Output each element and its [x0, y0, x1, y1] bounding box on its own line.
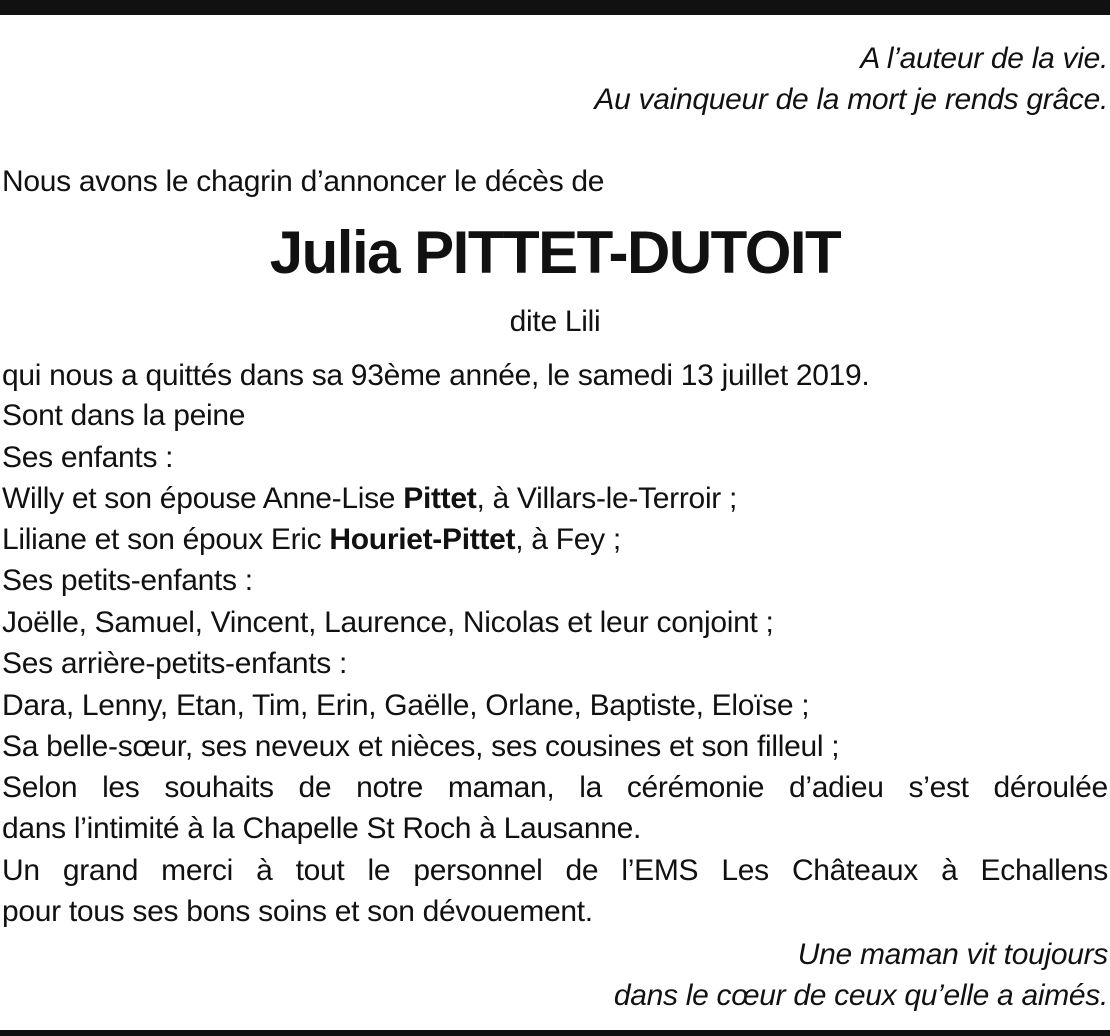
- closing-line-1: Une maman vit toujours: [797, 938, 1108, 971]
- child-entry-1: [2, 479, 1108, 519]
- thanks-word: Châteaux: [791, 854, 918, 887]
- ceremony-word: cérémonie: [626, 771, 765, 804]
- thanks-word: Echallens: [980, 854, 1108, 887]
- epigraph-line-2: Au vainqueur de la mort je rends grâce.: [594, 83, 1108, 116]
- thanks-word: grand: [62, 854, 139, 887]
- intro-text: Nous avons le chagrin d’annoncer le décès de: [2, 165, 605, 198]
- thanks-word: personnel: [413, 854, 543, 887]
- child-2-suffix: , à Fey ;: [515, 523, 621, 556]
- nickname: dite Lili: [509, 305, 601, 338]
- thanks-word: tout: [295, 854, 345, 887]
- child-1-suffix: , à Villars-le-Terroir ;: [476, 482, 738, 515]
- thanks-line-1: [2, 851, 1108, 891]
- child-1-surname: Pittet: [403, 482, 477, 515]
- grandchildren-label: Ses petits-enfants :: [2, 564, 253, 597]
- thanks-word: à: [941, 854, 958, 887]
- children-label: Ses enfants :: [2, 441, 174, 474]
- other-family: Sa belle-sœur, ses neveux et nièces, ses cousines et son filleul ;: [2, 730, 840, 763]
- thanks-word: Les: [721, 854, 769, 887]
- bottom-border-rule: [0, 1030, 1110, 1036]
- ceremony-word: souhaits: [164, 771, 274, 804]
- epigraph-line-1: A l’auteur de la vie.: [860, 42, 1108, 75]
- closing-line-2: dans le cœur de ceux qu’elle a aimés.: [613, 979, 1108, 1012]
- ceremony-word: la: [579, 771, 602, 804]
- thanks-line-2: pour tous ses bons soins et son dévouement.: [2, 895, 593, 928]
- thanks-word: merci: [161, 854, 234, 887]
- ceremony-word: de: [298, 771, 332, 804]
- child-2-surname: Houriet-Pittet: [329, 523, 516, 556]
- thanks-word: Un: [2, 854, 40, 887]
- thanks-word: à: [256, 854, 273, 887]
- deceased-name: Julia PITTET-DUTOIT: [269, 219, 841, 286]
- ceremony-word: les: [102, 771, 140, 804]
- great-grandchildren-list: Dara, Lenny, Etan, Tim, Erin, Gaëlle, Orlane, Baptiste, Eloïse ;: [2, 689, 810, 722]
- ceremony-word: déroulée: [993, 771, 1108, 804]
- top-border-rule: [0, 0, 1110, 15]
- ceremony-word: d’adieu: [789, 771, 884, 804]
- child-entry-2: [2, 520, 1108, 560]
- child-2-prefix: Liliane et son époux Eric: [2, 523, 330, 556]
- grandchildren-list: Joëlle, Samuel, Vincent, Laurence, Nicolas et leur conjoint ;: [2, 606, 774, 639]
- ceremony-line-2: dans l’intimité à la Chapelle St Roch à Lausanne.: [2, 812, 642, 845]
- thanks-word: le: [367, 854, 391, 887]
- child-1-prefix: Willy et son épouse Anne-Lise: [2, 482, 404, 515]
- thanks-word: l’EMS: [621, 854, 699, 887]
- ceremony-word: Selon: [2, 771, 78, 804]
- ceremony-line-1: [2, 768, 1108, 808]
- ceremony-word: notre: [356, 771, 424, 804]
- great-grandchildren-label: Ses arrière-petits-enfants :: [2, 647, 348, 680]
- mourners-heading: Sont dans la peine: [2, 399, 246, 432]
- thanks-word: de: [565, 854, 599, 887]
- death-statement: qui nous a quittés dans sa 93ème année, le samedi 13 juillet 2019.: [2, 359, 870, 392]
- ceremony-word: s’est: [908, 771, 969, 804]
- ceremony-word: maman,: [447, 771, 555, 804]
